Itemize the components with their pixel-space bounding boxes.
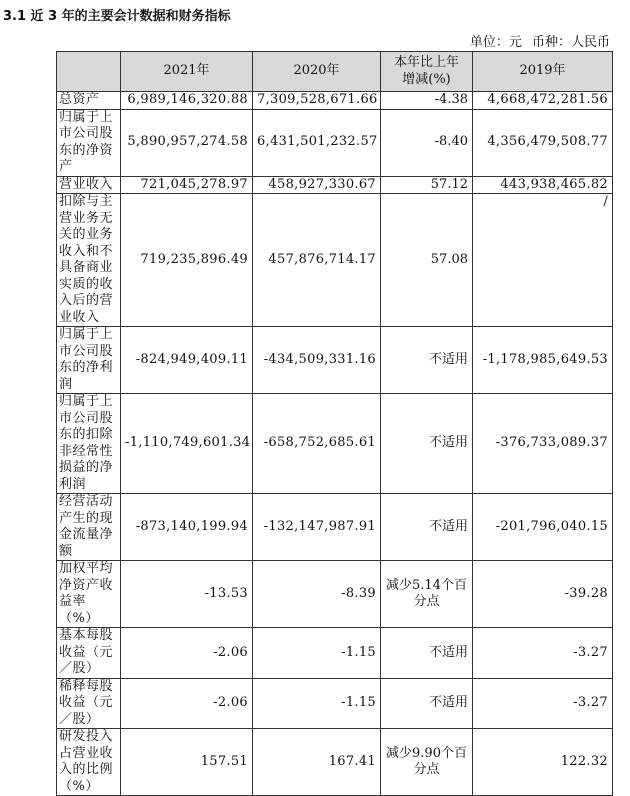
cell-2019: -1,178,985,649.53 — [473, 327, 613, 394]
table-row — [57, 327, 613, 394]
row-label: 归属于上市公司股东的扣除非经常性损益的净利润 — [57, 394, 121, 494]
cell-2021: -2.06 — [121, 628, 253, 679]
table-row — [57, 729, 613, 796]
cell-2021: -824,949,409.11 — [121, 327, 253, 394]
header-2019: 2019年 — [473, 52, 613, 92]
cell-2019: -3.27 — [473, 628, 613, 679]
cell-2019: 4,356,479,508.77 — [473, 109, 613, 176]
table-row — [57, 92, 613, 110]
cell-2021: 719,235,896.49 — [121, 194, 253, 327]
cell-2021: -1,110,749,601.34 — [121, 394, 253, 494]
cell-2020: 457,876,714.17 — [253, 194, 381, 327]
cell-2019: -201,796,040.15 — [473, 494, 613, 561]
row-label: 经营活动产生的现金流量净额 — [57, 494, 121, 561]
table-row — [57, 678, 613, 729]
cell-2020: 458,927,330.67 — [253, 176, 381, 194]
cell-2019: 4,668,472,281.56 — [473, 92, 613, 110]
cell-2020: 6,431,501,232.57 — [253, 109, 381, 176]
cell-2019: 122.32 — [473, 729, 613, 796]
cell-change: 57.12 — [381, 176, 473, 194]
header-item — [57, 52, 121, 92]
cell-2021: 721,045,278.97 — [121, 176, 253, 194]
table-row — [57, 494, 613, 561]
cell-2021: -13.53 — [121, 561, 253, 628]
header-2020: 2020年 — [253, 52, 381, 92]
cell-change: 57.08 — [381, 194, 473, 327]
cell-2020: 167.41 — [253, 729, 381, 796]
cell-change: 减少5.14个百分点 — [381, 561, 473, 628]
row-label: 研发投入占营业收入的比例（%） — [57, 729, 121, 796]
currency-label: 币种：人民币 — [531, 35, 610, 50]
row-label: 稀释每股收益（元／股） — [57, 678, 121, 729]
table-row — [57, 394, 613, 494]
cell-change: -4.38 — [381, 92, 473, 110]
cell-2019: / — [473, 194, 613, 327]
row-label: 归属于上市公司股东的净资产 — [57, 109, 121, 176]
header-2021: 2021年 — [121, 52, 253, 92]
table-row — [57, 176, 613, 194]
cell-2020: -658,752,685.61 — [253, 394, 381, 494]
row-label: 总资产 — [57, 92, 121, 110]
cell-change: 不适用 — [381, 394, 473, 494]
table-row — [57, 109, 613, 176]
cell-change: 不适用 — [381, 494, 473, 561]
unit-label: 单位：元 — [469, 35, 522, 50]
cell-2019: -39.28 — [473, 561, 613, 628]
cell-2021: -873,140,199.94 — [121, 494, 253, 561]
cell-2020: -132,147,987.91 — [253, 494, 381, 561]
row-label: 加权平均净资产收益率（%） — [57, 561, 121, 628]
cell-2020: 7,309,528,671.66 — [253, 92, 381, 110]
table-header-row — [57, 52, 613, 92]
row-label: 归属于上市公司股东的净利润 — [57, 327, 121, 394]
cell-change: 不适用 — [381, 327, 473, 394]
table-row — [57, 628, 613, 679]
cell-change: 不适用 — [381, 628, 473, 679]
cell-2019: 443,938,465.82 — [473, 176, 613, 194]
cell-2019: -3.27 — [473, 678, 613, 729]
cell-2021: 5,890,957,274.58 — [121, 109, 253, 176]
cell-2021: 6,989,146,320.88 — [121, 92, 253, 110]
cell-2021: 157.51 — [121, 729, 253, 796]
cell-2020: -8.39 — [253, 561, 381, 628]
table-row — [57, 561, 613, 628]
cell-change: 减少9.90个百分点 — [381, 729, 473, 796]
cell-2021: -2.06 — [121, 678, 253, 729]
table-row — [57, 194, 613, 327]
cell-2020: -1.15 — [253, 678, 381, 729]
row-label: 扣除与主营业务无关的业务收入和不具备商业实质的收入后的营业收入 — [57, 194, 121, 327]
cell-2020: -434,509,331.16 — [253, 327, 381, 394]
row-label: 营业收入 — [57, 176, 121, 194]
cell-change: -8.40 — [381, 109, 473, 176]
cell-change: 不适用 — [381, 678, 473, 729]
cell-2019: -376,733,089.37 — [473, 394, 613, 494]
section-title: 3.1 近 3 年的主要会计数据和财务指标 — [3, 9, 231, 24]
financial-data-table — [56, 51, 613, 796]
cell-2020: -1.15 — [253, 628, 381, 679]
unit-line — [464, 31, 610, 50]
row-label: 基本每股收益（元／股） — [57, 628, 121, 679]
header-change: 本年比上年 增减(%) — [381, 52, 473, 92]
